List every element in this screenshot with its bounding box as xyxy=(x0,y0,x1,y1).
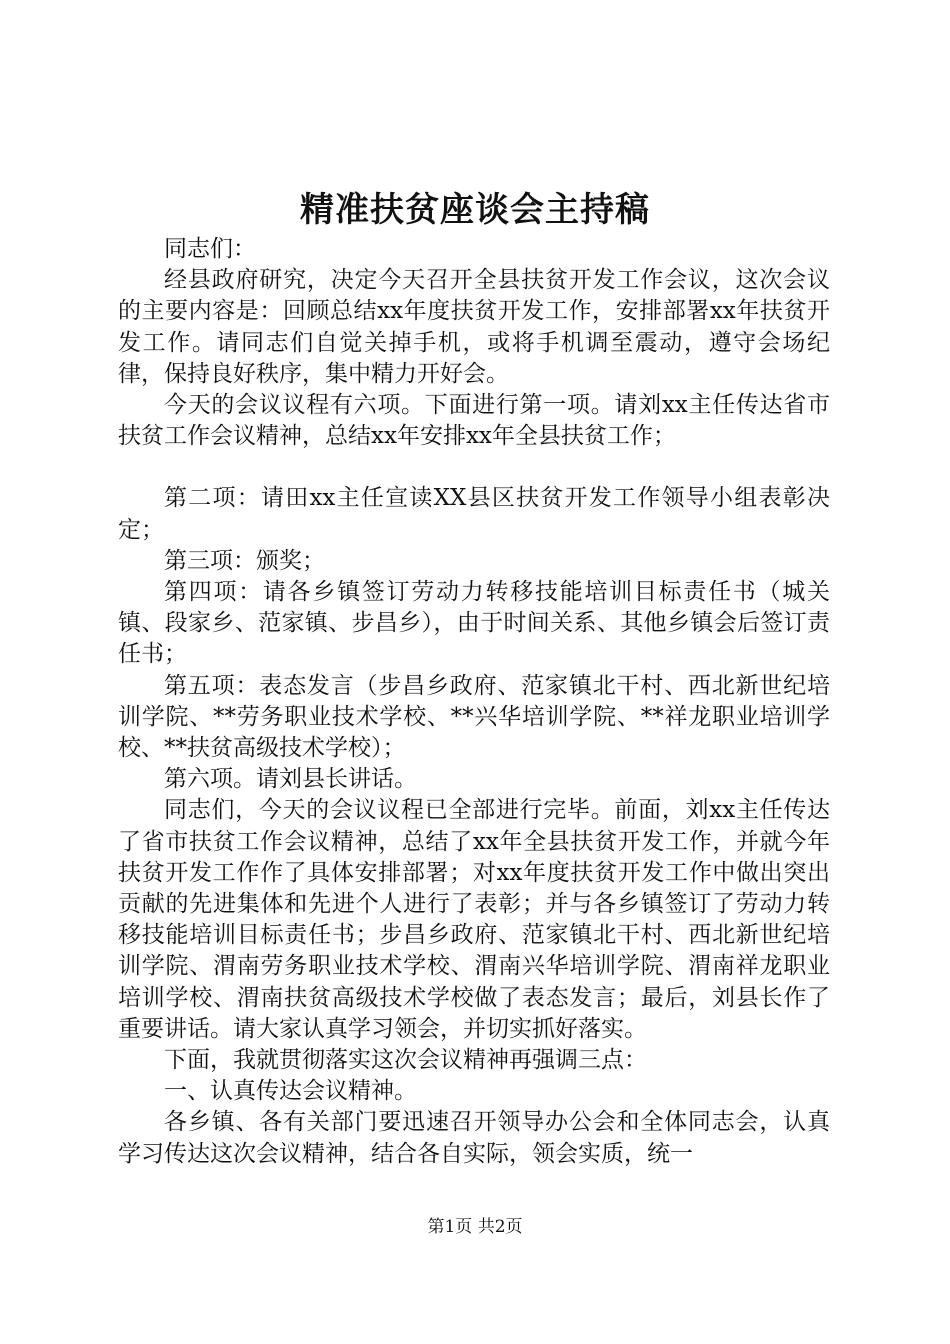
salutation-paragraph: 同志们： xyxy=(164,236,256,262)
body-paragraph: 今天的会议议程有六项。下面进行第一项。请刘xx主任传达省市扶贫工作会议精神，总结xx年安排xx年全县扶贫工作； xyxy=(118,392,830,450)
page-number-footer: 第1页 共2页 xyxy=(427,1217,523,1237)
section-heading: 一、认真传达会议精神。 xyxy=(164,1078,417,1105)
body-paragraph: 同志们，今天的会议议程已全部进行完毕。前面，刘xx主任传达了省市扶贫工作会议精神，总结了xx年全县扶贫开发工作，并就今年扶贫开发工作作了具体安排部署；对xx年度扶贫开发工作中做出突出贡献的先进集体和先进个人进行了表彰；并与各乡镇签订了劳动力转移技能培训目标责任书；步昌乡政府、范家镇北干村、西北新世纪培训学院、渭南劳务职业技术学校、渭南兴华培训学院、渭南祥龙职业培训学校、渭南扶贫高级技术学校做了表态发言；最后，刘县长作了重要讲话。请大家认真学习领会，并切实抓好落实。 xyxy=(118,797,830,1042)
agenda-item-6: 第六项。请刘县长讲话。 xyxy=(164,766,417,793)
body-paragraph: 经县政府研究，决定今天召开全县扶贫开发工作会议，这次会议的主要内容是：回顾总结xx年度扶贫开发工作，安排部署xx年扶贫开发工作。请同志们自觉关掉手机，或将手机调至震动，遵守会场纪律，保持良好秩序，集中精力开好会。 xyxy=(118,267,830,387)
document-body xyxy=(118,234,830,1170)
document-title: 精准扶贫座谈会主持稿 xyxy=(300,190,650,230)
body-paragraph: 各乡镇、各有关部门要迅速召开领导办公会和全体同志会，认真学习传达这次会议精神，结合各自实际，领会实质，统一 xyxy=(118,1109,830,1167)
body-paragraph: 下面，我就贯彻落实这次会议精神再强调三点： xyxy=(164,1047,647,1074)
agenda-item-3: 第三项：颁奖； xyxy=(164,547,325,574)
agenda-item-5: 第五项：表态发言（步昌乡政府、范家镇北干村、西北新世纪培训学院、**劳务职业技术学校、**兴华培训学院、**祥龙职业培训学校、**扶贫高级技术学校）； xyxy=(118,672,830,762)
agenda-item-2: 第二项：请田xx主任宣读XX县区扶贫开发工作领导小组表彰决定； xyxy=(118,485,830,543)
agenda-item-4: 第四项：请各乡镇签订劳动力转移技能培训目标责任书（城关镇、段家乡、范家镇、步昌乡），由于时间关系、其他乡镇会后签订责任书； xyxy=(118,579,830,668)
